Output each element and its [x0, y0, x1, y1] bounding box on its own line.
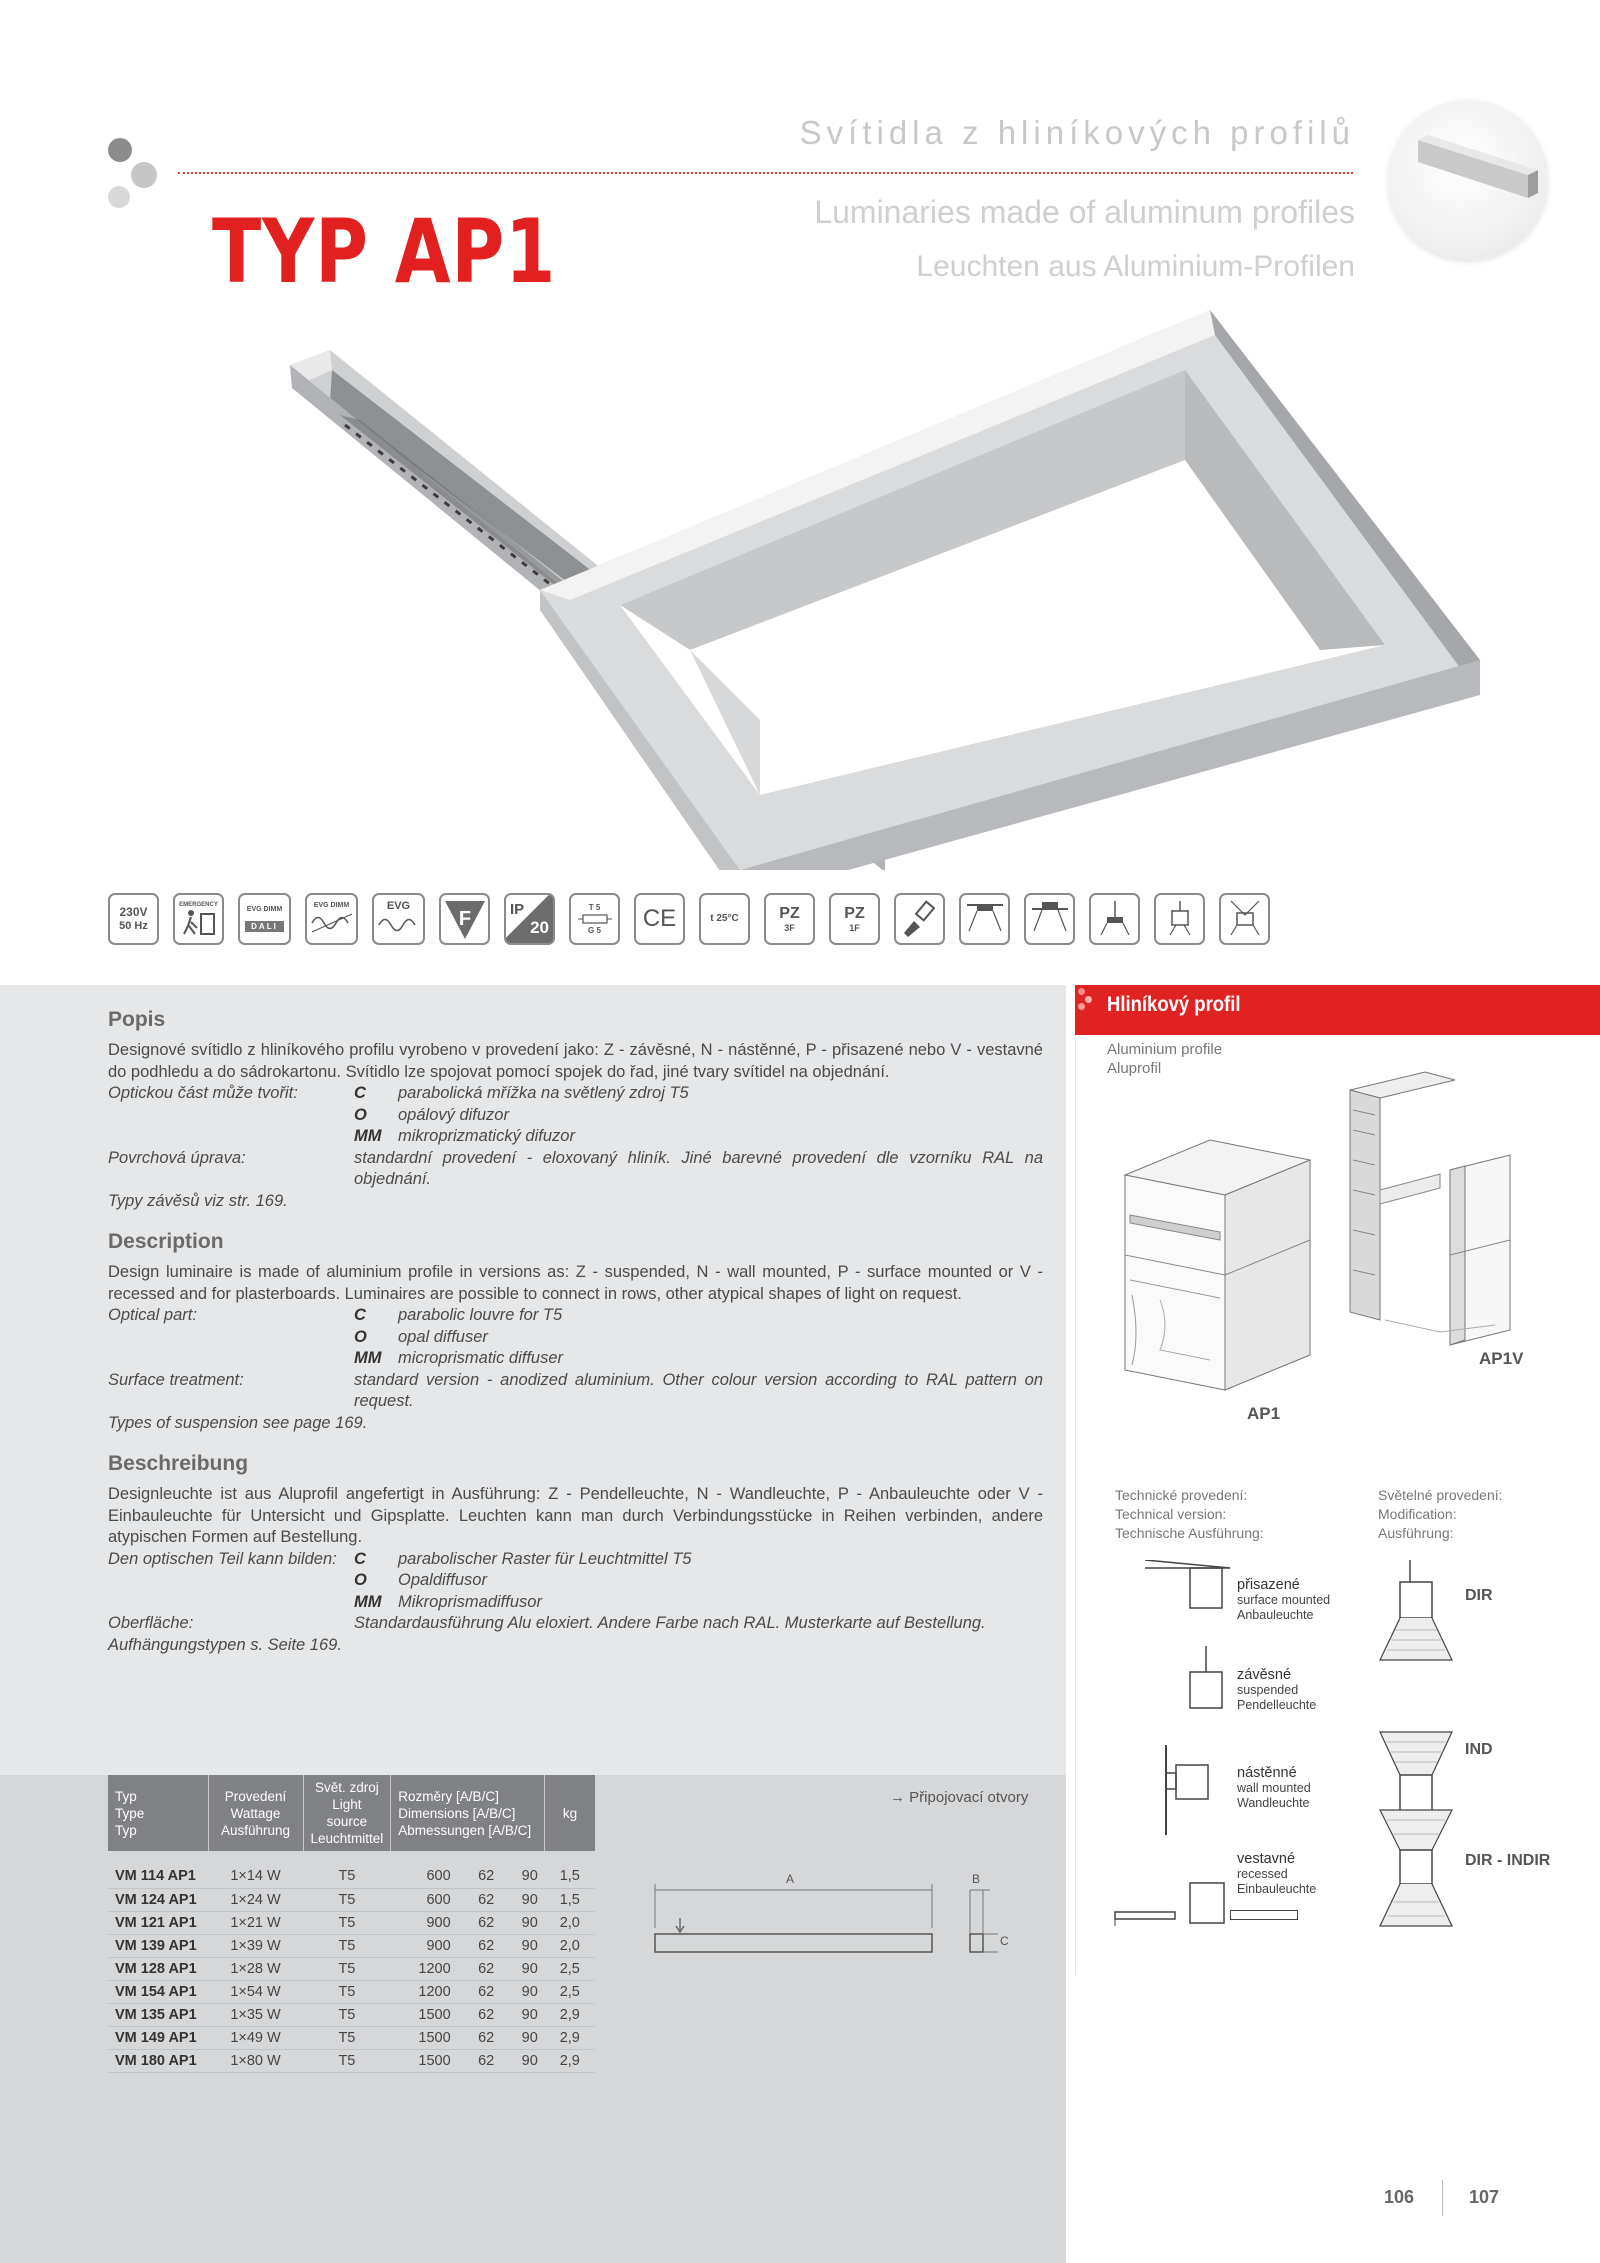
mount-suspended-icon [1089, 893, 1140, 945]
table-cell: T5 [303, 2003, 391, 2026]
table-cell: 1200 [391, 1980, 458, 2003]
beschreibung-section [108, 1452, 1043, 1656]
table-cell: 1200 [391, 1957, 458, 1980]
table-row [108, 1957, 595, 1980]
profile-sub-de: Aluprofil [1107, 1060, 1162, 1077]
section-intro: Design luminaire is made of aluminium profile in versions as: Z - suspended, N - wall mounted, P - surface mounted or V - recessed and for plasterboards. Luminaires are possible to connect in rows, other atypical shapes of light on request. [108, 1263, 1043, 1303]
t5-g5-icon: T 5 G 5 [569, 893, 620, 945]
table-cell: 62 [458, 1911, 502, 1934]
product-thumbnail [1388, 100, 1548, 260]
voltage-icon: 230V 50 Hz [108, 893, 159, 945]
f-mark-icon [439, 893, 490, 945]
spec-table [108, 1775, 595, 2073]
section-intro: Designové svítidlo z hliníkového profilu vyrobeno v provedení jako: Z - závěsné, N - nástěnné, P - přisazené nebo V - vestavné do podhledu a do sádrokartonu. Svítidlo lze spojovat pomocí spojek do řad, jiné tvary svítidel na objednání. [108, 1041, 1043, 1081]
evg-dimm-dali-icon: EVG DIMM DALI [238, 893, 291, 945]
table-cell: 2,0 [545, 1934, 595, 1957]
optic-row: O Opaldiffusor [354, 1571, 487, 1589]
surface-row: Surface treatment: standard version - anodized aluminium. Other colour version according to RAL pattern on request. [108, 1370, 1043, 1410]
light-title: Světelné provedení: Modification: Ausführung: [1378, 1487, 1503, 1541]
table-cell: 1×39 W [208, 1934, 303, 1957]
mount-beam-icon [1219, 893, 1270, 945]
table-cell: 1,5 [545, 1888, 595, 1911]
title-en: Luminaries made of aluminum profiles [814, 194, 1355, 230]
col-wattage: Provedení Wattage Ausführung [208, 1775, 303, 1851]
table-row [108, 1888, 595, 1911]
table-cell: 62 [458, 1888, 502, 1911]
label-ap1: AP1 [1247, 1404, 1281, 1423]
title-de: Leuchten aus Aluminium-Profilen [916, 250, 1355, 283]
table-cell: 62 [458, 2049, 502, 2072]
col-dimensions: Rozměry [A/B/C] Dimensions [A/B/C] Abmessungen [A/B/C] [391, 1775, 545, 1851]
ip20-icon: IP 20 [504, 893, 555, 945]
pz-1f-icon: PZ 1F [829, 893, 880, 945]
optic-row: O opálový difuzor [354, 1105, 509, 1124]
popis-section [108, 1008, 1043, 1212]
table-cell: 1500 [391, 2003, 458, 2026]
page-divider [1442, 2180, 1443, 2216]
table-cell: T5 [303, 1934, 391, 1957]
recessed-ceiling-right [1230, 1910, 1298, 1920]
table-row [108, 1865, 595, 1888]
table-cell: 2,0 [545, 1911, 595, 1934]
section-heading: Beschreibung [108, 1452, 249, 1475]
product-illustration [270, 310, 1490, 870]
profile-heading: Hliníkový profil [1107, 993, 1241, 1016]
table-cell: 1500 [391, 2049, 458, 2072]
table-cell: T5 [303, 2049, 391, 2072]
dim-label-c: C [1000, 1934, 1009, 1948]
profile-drawing-ap1v [1345, 1070, 1525, 1350]
product-title: TYP AP1 [212, 200, 557, 303]
red-corner-dots [1078, 988, 1098, 1012]
arrow-right-icon: → [890, 1789, 905, 1806]
table-cell: T5 [303, 1980, 391, 2003]
spec-table-wrap [108, 1775, 595, 2073]
table-cell: T5 [303, 1957, 391, 1980]
light-type-dir: DIR [1465, 1587, 1493, 1604]
table-cell: 90 [501, 2003, 545, 2026]
paint-brush-icon [894, 893, 945, 945]
mount-recessed-icon [1024, 893, 1075, 945]
table-cell: 1×24 W [208, 1888, 303, 1911]
section-heading: Popis [108, 1008, 166, 1031]
optic-row: Optical part: C parabolic louvre for T5 [108, 1306, 563, 1324]
table-cell: 1×21 W [208, 1911, 303, 1934]
table-cell: T5 [303, 1865, 391, 1888]
table-row [108, 1934, 595, 1957]
dim-label-a: A [786, 1872, 795, 1886]
table-cell: 1500 [391, 2026, 458, 2049]
mount-type-suspended: závěsné suspended Pendelleuchte [1237, 1667, 1317, 1712]
optic-row: MM mikroprizmatický difuzor [354, 1127, 575, 1145]
table-cell: 600 [391, 1888, 458, 1911]
table-cell: 90 [501, 1888, 545, 1911]
profile-sub-en: Aluminium profile [1107, 1041, 1223, 1058]
table-cell: 62 [458, 2003, 502, 2026]
table-cell: 90 [501, 1911, 545, 1934]
table-cell: VM 139 AP1 [108, 1934, 208, 1957]
table-row [108, 1980, 595, 2003]
svg-text:F: F [458, 908, 471, 930]
mount-ceiling-icon [959, 893, 1010, 945]
dimension-drawing [650, 1868, 1030, 1958]
mount-type-wall: nástěnné wall mounted Wandleuchte [1237, 1765, 1311, 1810]
optic-row: Den optischen Teil kann bilden: C parabolischer Raster für Leuchtmittel T5 [108, 1549, 692, 1568]
page-number-left: 106 [1384, 2187, 1415, 2207]
table-row [108, 2026, 595, 2049]
profile-drawing-ap1 [1120, 1135, 1320, 1395]
table-cell: VM 114 AP1 [108, 1865, 208, 1888]
surface-row: Oberfläche: Standardausführung Alu eloxiert. Andere Farbe nach RAL. Musterkarte auf Bestellung. [108, 1614, 986, 1632]
optic-row: O opal diffuser [354, 1327, 488, 1346]
table-cell: 90 [501, 2026, 545, 2049]
table-cell: 90 [501, 1865, 545, 1888]
table-cell: 900 [391, 1934, 458, 1957]
label-ap1v: AP1V [1479, 1349, 1524, 1368]
table-cell: 2,5 [545, 1980, 595, 2003]
table-cell: 1,5 [545, 1865, 595, 1888]
optic-row: MM microprismatic diffuser [354, 1349, 564, 1367]
table-cell: VM 149 AP1 [108, 2026, 208, 2049]
table-cell: 62 [458, 1865, 502, 1888]
mount-type-recessed: vestavné recessed Einbauleuchte [1237, 1851, 1317, 1896]
logo-dots [108, 138, 160, 210]
col-source: Svět. zdroj Light source Leuchtmittel [303, 1775, 391, 1851]
suspension-note: Typy závěsů viz str. 169. [108, 1191, 288, 1210]
light-pictograms [1375, 1560, 1475, 1930]
table-cell: 62 [458, 1934, 502, 1957]
title-cz: Svítidla z hliníkových profilů [799, 114, 1355, 151]
table-cell: VM 180 AP1 [108, 2049, 208, 2072]
table-row [108, 2003, 595, 2026]
table-cell: VM 121 AP1 [108, 1911, 208, 1934]
suspension-note: Aufhängungstypen s. Seite 169. [108, 1635, 342, 1654]
connection-holes-link[interactable]: → Připojovací otvory [890, 1789, 1029, 1806]
table-cell: T5 [303, 2026, 391, 2049]
table-cell: 1×28 W [208, 1957, 303, 1980]
evg-icon: EVG [372, 893, 425, 945]
table-cell: 900 [391, 1911, 458, 1934]
mounting-pictograms [1110, 1560, 1230, 1930]
temperature-icon: t 25°C [699, 893, 750, 945]
table-cell: VM 154 AP1 [108, 1980, 208, 2003]
mount-type-surface: přisazené surface mounted Anbauleuchte [1237, 1577, 1331, 1622]
table-cell: 2,5 [545, 1957, 595, 1980]
light-type-dir-indir: DIR - INDIR [1465, 1852, 1551, 1869]
feature-icon-row [108, 893, 1278, 949]
table-cell: 90 [501, 2049, 545, 2072]
mount-wall-icon [1154, 893, 1205, 945]
table-cell: 2,9 [545, 2049, 595, 2072]
table-cell: T5 [303, 1888, 391, 1911]
col-type: Typ Type Typ [108, 1775, 208, 1851]
col-kg: kg [545, 1775, 595, 1851]
optic-row: MM Mikroprismadiffusor [354, 1592, 542, 1611]
evg-dimm-icon: EVG DIMM [305, 893, 358, 945]
emergency-icon: EMERGENCY [173, 893, 224, 945]
header-divider [178, 172, 1353, 174]
table-row [108, 2049, 595, 2072]
table-cell: VM 128 AP1 [108, 1957, 208, 1980]
table-cell: 62 [458, 2026, 502, 2049]
table-cell: T5 [303, 1911, 391, 1934]
technical-title: Technické provedení: Technical version: Technische Ausführung: [1115, 1487, 1264, 1541]
table-cell: VM 135 AP1 [108, 2003, 208, 2026]
table-cell: VM 124 AP1 [108, 1888, 208, 1911]
page-number-right: 107 [1469, 2187, 1500, 2207]
table-cell: 2,9 [545, 2026, 595, 2049]
table-cell: 2,9 [545, 2003, 595, 2026]
light-type-ind: IND [1465, 1741, 1493, 1758]
table-cell: 1×14 W [208, 1865, 303, 1888]
table-row [108, 1911, 595, 1934]
table-cell: 62 [458, 1980, 502, 2003]
surface-row: Povrchová úprava: standardní provedení - eloxovaný hliník. Jiné barevné provedení dle vzorníku RAL na objednání. [108, 1148, 1043, 1188]
pz-3f-icon: PZ 3F [764, 893, 815, 945]
table-cell: 1×35 W [208, 2003, 303, 2026]
table-cell: 62 [458, 1957, 502, 1980]
table-cell: 1×80 W [208, 2049, 303, 2072]
table-cell: 600 [391, 1865, 458, 1888]
suspension-note: Types of suspension see page 169. [108, 1413, 368, 1432]
section-intro: Designleuchte ist aus Aluprofil angefertigt in Ausführung: Z - Pendelleuchte, N - Wandleuchte, P - Anbauleuchte oder V - Einbauleuchte für Untersicht und Gipsplatte. Leuchten kann man durch Verbindungsstücke in Reihen verbinden, andere atypischen Formen auf Bestellung. [108, 1485, 1043, 1546]
table-cell: 90 [501, 1934, 545, 1957]
table-cell: 90 [501, 1957, 545, 1980]
table-cell: 1×49 W [208, 2026, 303, 2049]
table-cell: 1×54 W [208, 1980, 303, 2003]
description-section [108, 1230, 1043, 1434]
ce-icon: CE [634, 893, 685, 945]
section-heading: Description [108, 1230, 224, 1253]
table-cell: 90 [501, 1980, 545, 2003]
dim-label-b: B [972, 1872, 981, 1886]
optic-row: Optickou část může tvořit: C parabolická mřížka na světlený zdroj T5 [108, 1084, 689, 1102]
